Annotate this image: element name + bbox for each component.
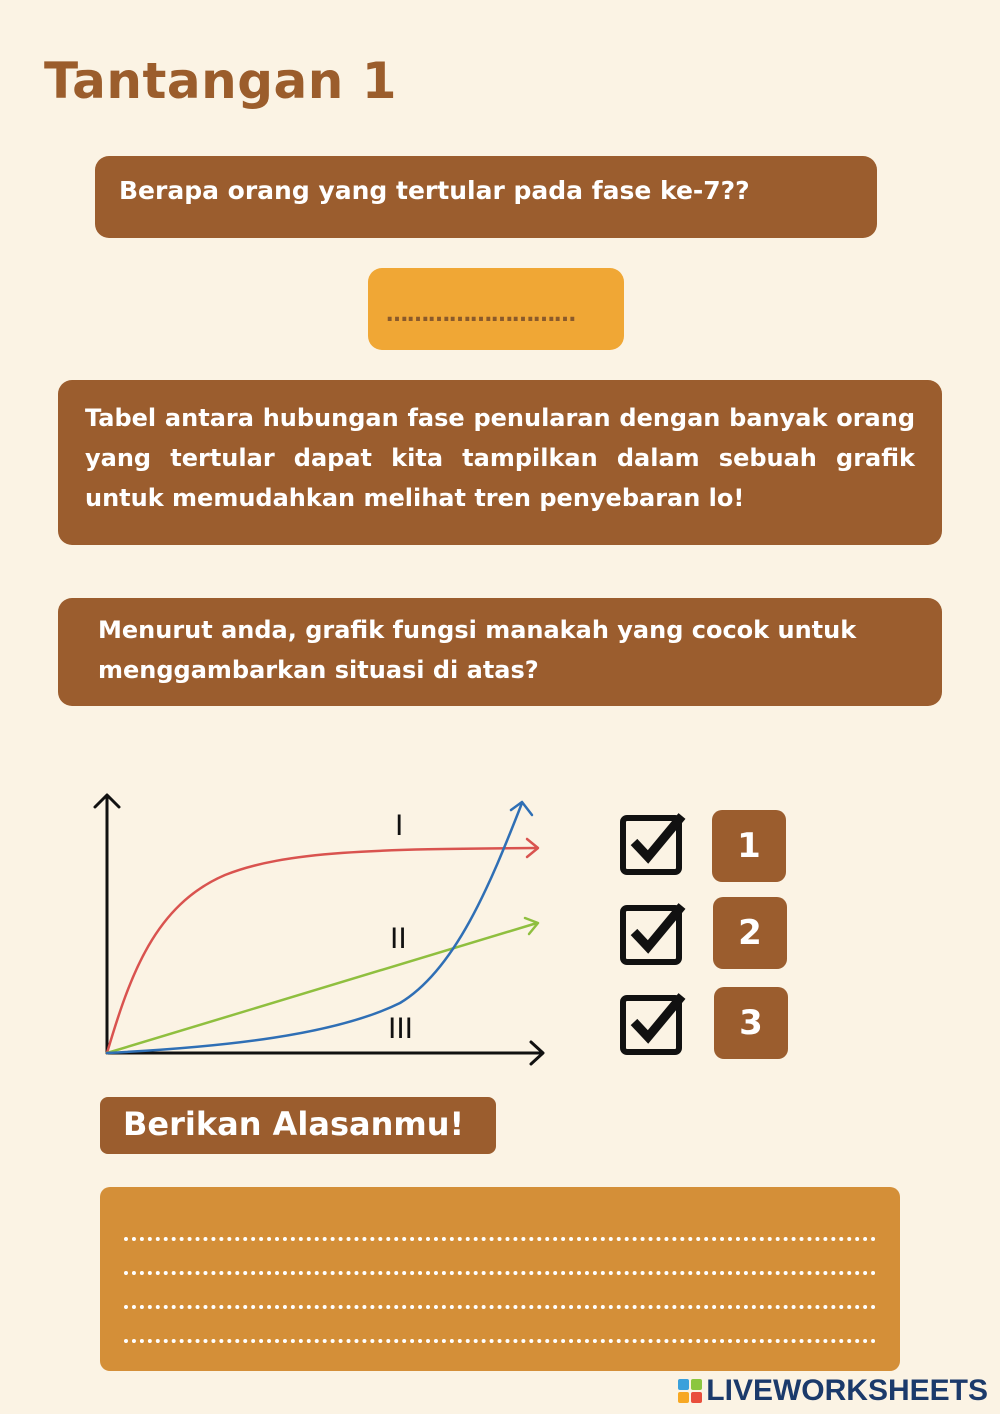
question-1-box: [95, 156, 877, 238]
reason-line: [124, 1309, 876, 1343]
option-2-button[interactable]: 2: [713, 897, 787, 969]
curve-label-iii: III: [388, 1012, 414, 1045]
question-2-text: Menurut anda, grafik fungsi manakah yang cocok untuk menggambarkan situasi di atas?: [98, 616, 857, 684]
reason-heading-text: Berikan Alasanmu!: [123, 1105, 465, 1143]
info-box: [58, 380, 942, 545]
liveworksheets-logo: [678, 1374, 988, 1408]
reason-textarea[interactable]: [100, 1187, 900, 1371]
option-1-button[interactable]: 1: [712, 810, 786, 882]
reason-line: [124, 1241, 876, 1275]
curve-label-ii: II: [390, 922, 407, 955]
function-graphs: [85, 785, 555, 1070]
curve-i: [107, 848, 537, 1053]
option-3-button[interactable]: 3: [714, 987, 788, 1059]
info-text: Tabel antara hubungan fase penularan dengan banyak orang yang tertular dapat kita tampilkan dalam sebuah grafik untuk memudahkan melihat tren penyebaran lo!: [85, 404, 915, 512]
checkbox-3-icon[interactable]: [618, 990, 688, 1056]
page-title: Tantangan 1: [44, 52, 398, 110]
curve-iii: [107, 803, 522, 1053]
reason-line: [124, 1275, 876, 1309]
checkbox-1-icon[interactable]: [618, 810, 688, 876]
curve-ii: [107, 923, 537, 1053]
reason-line: [124, 1207, 876, 1241]
reason-heading: [100, 1097, 496, 1154]
logo-grid-icon: [678, 1379, 702, 1403]
question-2-box: [58, 598, 942, 706]
answer-input[interactable]: ………………………: [368, 268, 624, 350]
logo-text: LIVEWORKSHEETS: [706, 1374, 988, 1407]
question-1-text: Berapa orang yang tertular pada fase ke-7??: [119, 176, 750, 205]
curve-label-i: I: [395, 809, 404, 842]
checkbox-2-icon[interactable]: [618, 900, 688, 966]
